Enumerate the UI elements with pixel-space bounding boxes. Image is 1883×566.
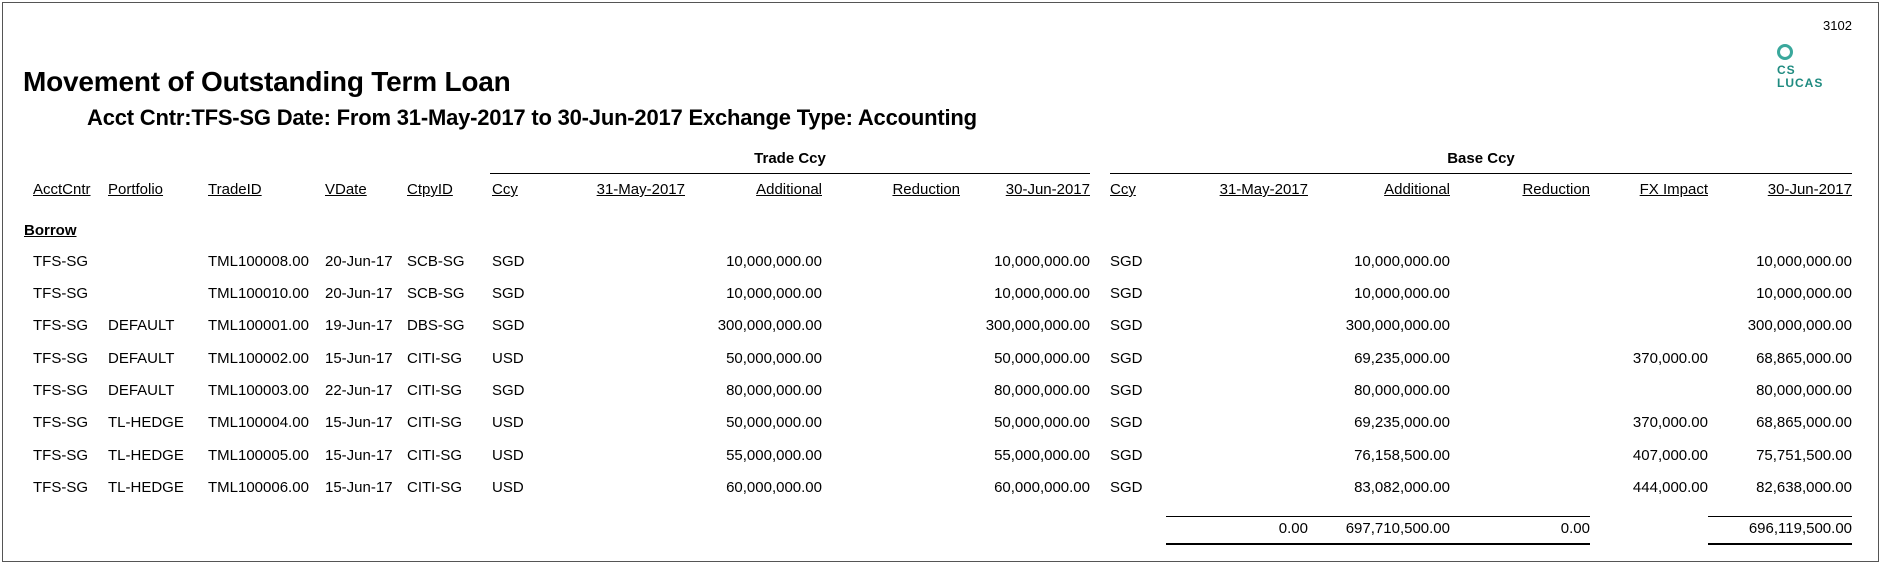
column-header-portfolio: Portfolio (108, 181, 164, 198)
company-logo (1773, 44, 1843, 99)
cell-vdate: 20-Jun-17 (325, 253, 393, 270)
cell-b-add: 69,235,000.00 (1354, 350, 1450, 367)
cell-b-close: 300,000,000.00 (1747, 317, 1852, 334)
cell-b-add: 10,000,000.00 (1354, 285, 1450, 302)
cell-b-fx: 370,000.00 (1632, 350, 1708, 367)
cell-b-fx: 444,000.00 (1632, 479, 1708, 496)
cell-portfolio: TL-HEDGE (108, 479, 184, 496)
cell-ctpyid: CITI-SG (407, 382, 462, 399)
totals-rule-top-right (1708, 516, 1852, 517)
cell-portfolio: TL-HEDGE (108, 414, 184, 431)
total-base-reduction: 0.00 (1560, 520, 1590, 537)
cell-acctcntr: TFS-SG (33, 414, 88, 431)
cell-t-add: 300,000,000.00 (717, 317, 822, 334)
cell-t-ccy: SGD (492, 317, 525, 334)
cell-t-add: 50,000,000.00 (726, 414, 822, 431)
cell-b-close: 68,865,000.00 (1756, 414, 1852, 431)
report-subtitle: Acct Cntr:TFS-SG Date: From 31-May-2017 to 30-Jun-2017 Exchange Type: Accounting (87, 105, 977, 130)
cell-vdate: 15-Jun-17 (325, 447, 393, 464)
cell-acctcntr: TFS-SG (33, 285, 88, 302)
logo-ring-icon (1777, 44, 1793, 60)
cell-ctpyid: SCB-SG (407, 253, 465, 270)
cell-b-add: 300,000,000.00 (1345, 317, 1450, 334)
cell-t-add: 55,000,000.00 (726, 447, 822, 464)
cell-t-close: 300,000,000.00 (985, 317, 1090, 334)
cell-t-add: 10,000,000.00 (726, 285, 822, 302)
column-header-tradeid: TradeID (208, 181, 262, 198)
cell-vdate: 20-Jun-17 (325, 285, 393, 302)
column-header-vdate: VDate (325, 181, 367, 198)
cell-t-ccy: USD (492, 447, 524, 464)
cell-acctcntr: TFS-SG (33, 350, 88, 367)
cell-tradeid: TML100008.00 (208, 253, 309, 270)
cell-b-ccy: SGD (1110, 382, 1143, 399)
cell-b-ccy: SGD (1110, 317, 1143, 334)
cell-tradeid: TML100002.00 (208, 350, 309, 367)
cell-t-close: 50,000,000.00 (994, 414, 1090, 431)
cell-tradeid: TML100003.00 (208, 382, 309, 399)
cell-b-close: 10,000,000.00 (1756, 253, 1852, 270)
cell-b-fx: 407,000.00 (1632, 447, 1708, 464)
cell-portfolio: DEFAULT (108, 382, 175, 399)
cell-b-close: 68,865,000.00 (1756, 350, 1852, 367)
cell-acctcntr: TFS-SG (33, 447, 88, 464)
cell-vdate: 15-Jun-17 (325, 350, 393, 367)
cell-t-ccy: SGD (492, 285, 525, 302)
cell-b-ccy: SGD (1110, 414, 1143, 431)
base-ccy-rule (1110, 173, 1852, 174)
cell-b-add: 80,000,000.00 (1354, 382, 1450, 399)
column-header-t-open: 31-May-2017 (596, 181, 685, 198)
cell-b-close: 10,000,000.00 (1756, 285, 1852, 302)
column-header-t-close: 30-Jun-2017 (1005, 181, 1090, 198)
cell-t-ccy: SGD (492, 382, 525, 399)
cell-b-close: 82,638,000.00 (1756, 479, 1852, 496)
total-base-additional: 697,710,500.00 (1345, 520, 1450, 537)
column-header-b-open: 31-May-2017 (1219, 181, 1308, 198)
cell-t-close: 80,000,000.00 (994, 382, 1090, 399)
base-ccy-group-header: Base Ccy (1447, 150, 1515, 167)
column-header-b-red: Reduction (1522, 181, 1590, 198)
section-label-borrow: Borrow (24, 222, 77, 239)
column-header-acctcntr: AcctCntr (33, 181, 91, 198)
cell-vdate: 22-Jun-17 (325, 382, 393, 399)
cell-b-ccy: SGD (1110, 479, 1143, 496)
cell-acctcntr: TFS-SG (33, 317, 88, 334)
total-base-open: 0.00 (1278, 520, 1308, 537)
column-header-t-add: Additional (756, 181, 822, 198)
cell-t-close: 10,000,000.00 (994, 253, 1090, 270)
cell-acctcntr: TFS-SG (33, 253, 88, 270)
cell-t-close: 60,000,000.00 (994, 479, 1090, 496)
cell-t-close: 50,000,000.00 (994, 350, 1090, 367)
page-number: 3102 (1823, 18, 1852, 33)
cell-t-add: 50,000,000.00 (726, 350, 822, 367)
cell-portfolio: DEFAULT (108, 350, 175, 367)
cell-b-add: 69,235,000.00 (1354, 414, 1450, 431)
column-header-t-red: Reduction (892, 181, 960, 198)
cell-ctpyid: SCB-SG (407, 285, 465, 302)
logo-text-line2: LUCAS (1777, 76, 1824, 90)
logo-text-line1: CS (1777, 63, 1796, 77)
cell-portfolio: TL-HEDGE (108, 447, 184, 464)
total-base-close: 696,119,500.00 (1748, 520, 1852, 537)
cell-b-fx: 370,000.00 (1632, 414, 1708, 431)
cell-b-ccy: SGD (1110, 447, 1143, 464)
column-header-b-add: Additional (1384, 181, 1450, 198)
cell-b-add: 76,158,500.00 (1354, 447, 1450, 464)
cell-tradeid: TML100004.00 (208, 414, 309, 431)
cell-acctcntr: TFS-SG (33, 479, 88, 496)
cell-t-close: 55,000,000.00 (994, 447, 1090, 464)
cell-ctpyid: CITI-SG (407, 479, 462, 496)
column-header-b-ccy: Ccy (1110, 181, 1136, 198)
totals-rule-top-left (1166, 516, 1590, 517)
cell-t-add: 60,000,000.00 (726, 479, 822, 496)
cell-b-ccy: SGD (1110, 253, 1143, 270)
report-title: Movement of Outstanding Term Loan (23, 66, 511, 97)
cell-t-add: 80,000,000.00 (726, 382, 822, 399)
cell-portfolio: DEFAULT (108, 317, 175, 334)
cell-b-close: 80,000,000.00 (1756, 382, 1852, 399)
cell-vdate: 19-Jun-17 (325, 317, 393, 334)
cell-vdate: 15-Jun-17 (325, 479, 393, 496)
column-header-t-ccy: Ccy (492, 181, 518, 198)
cell-ctpyid: CITI-SG (407, 414, 462, 431)
totals-rule-bottom-left (1166, 543, 1590, 545)
cell-acctcntr: TFS-SG (33, 382, 88, 399)
cell-b-add: 10,000,000.00 (1354, 253, 1450, 270)
cell-t-ccy: USD (492, 350, 524, 367)
cell-tradeid: TML100001.00 (208, 317, 309, 334)
cell-b-close: 75,751,500.00 (1756, 447, 1852, 464)
column-header-ctpyid: CtpyID (407, 181, 453, 198)
cell-ctpyid: CITI-SG (407, 350, 462, 367)
cell-vdate: 15-Jun-17 (325, 414, 393, 431)
cell-t-add: 10,000,000.00 (726, 253, 822, 270)
cell-tradeid: TML100006.00 (208, 479, 309, 496)
cell-ctpyid: DBS-SG (407, 317, 465, 334)
cell-t-ccy: USD (492, 479, 524, 496)
cell-ctpyid: CITI-SG (407, 447, 462, 464)
cell-b-add: 83,082,000.00 (1354, 479, 1450, 496)
column-header-b-fx: FX Impact (1639, 181, 1708, 198)
cell-t-ccy: SGD (492, 253, 525, 270)
trade-ccy-rule (490, 173, 1090, 174)
cell-tradeid: TML100005.00 (208, 447, 309, 464)
column-header-b-close: 30-Jun-2017 (1767, 181, 1852, 198)
totals-rule-bottom-right (1708, 543, 1852, 545)
cell-b-ccy: SGD (1110, 350, 1143, 367)
trade-ccy-group-header: Trade Ccy (754, 150, 826, 167)
cell-t-close: 10,000,000.00 (994, 285, 1090, 302)
cell-b-ccy: SGD (1110, 285, 1143, 302)
cell-t-ccy: USD (492, 414, 524, 431)
cell-tradeid: TML100010.00 (208, 285, 309, 302)
